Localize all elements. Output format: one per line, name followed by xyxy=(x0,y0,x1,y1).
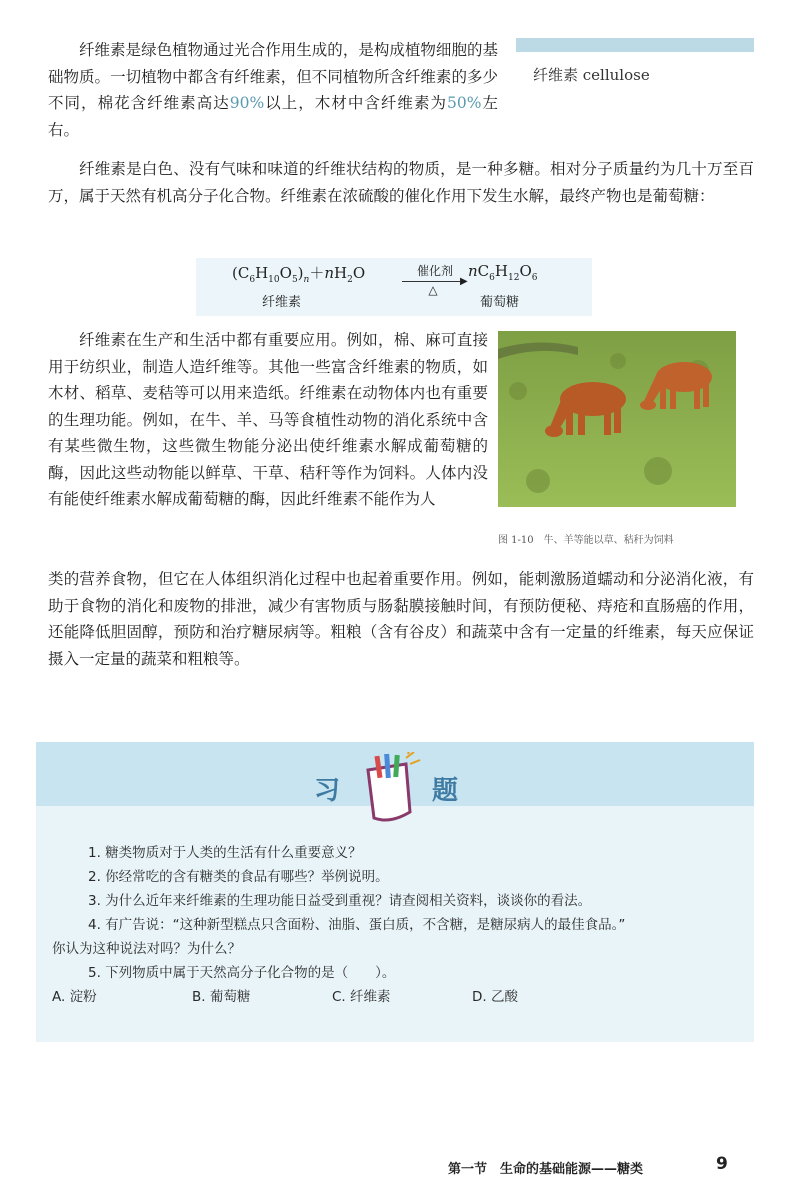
question-1: 1. 糖类物质对于人类的生活有什么重要意义？ xyxy=(88,845,362,861)
option-c: C. 纤维素 xyxy=(332,989,391,1005)
exercise-title-left: 习 xyxy=(314,776,341,806)
question-5-options xyxy=(52,985,744,1009)
grazing-cattle-image xyxy=(498,331,736,507)
hydrolysis-equation-left: $(C_6H_{10}O_5)_n+nH_2O$ xyxy=(232,264,366,285)
option-a: A. 淀粉 xyxy=(52,989,97,1005)
question-4-continued: 你认为这种说法对吗？为什么？ xyxy=(52,941,241,957)
paragraph-4: 类的营养食物，但它在人体组织消化过程中也起着重要作用。例如，能刺激肠道蠕动和分泌消化液，有助于食物的消化和废物的排泄，减少有害物质与肠黏膜接触时间，有预防便秘、痔疮和直肠癌的作用，还能降低胆固醇，预防和治疗糖尿病等。粗粮（含有谷皮）和蔬菜中含有一定量的纤维素，每天应保证摄入一定量的蔬菜和粗粮等。 xyxy=(48,570,754,668)
reaction-arrow xyxy=(400,262,470,302)
catalyst-label: 催化剂 xyxy=(416,264,453,278)
question-5: 5. 下列物质中属于天然高分子化合物的是（ ）。 xyxy=(88,965,396,981)
exercise-title-right: 题 xyxy=(432,776,459,806)
paragraph-3: 纤维素在生产和生活中都有重要应用。例如，棉、麻可直接用于纺织业，制造人造纤维等。其他一些富含纤维素的物质，如木材、稻草、麦秸等可以用来造纸。纤维素在动物体内也有重要的生理功能。例如，在牛、羊、马等食植性动物的消化系统中含有某些微生物，这些微生物能分泌出使纤维素水解成葡萄糖的酶，因此这些动物能以鲜草、干草、秸秆等作为饲料。人体内没有能使纤维素水解成葡萄糖的酶，因此纤维素不能作为人 xyxy=(48,331,488,508)
exercise-list xyxy=(52,841,744,1009)
heat-symbol: △ xyxy=(428,283,438,297)
page-number: 9 xyxy=(716,1154,728,1174)
option-b: B. 葡萄糖 xyxy=(192,989,251,1005)
cellulose-label: 纤维素 xyxy=(262,295,302,310)
question-4: 4. 有广告说：“这种新型糕点只含面粉、油脂、蛋白质，不含糖，是糖尿病人的最佳食品。” xyxy=(88,917,626,933)
cattle-photo xyxy=(498,331,736,507)
wood-percent: 50% xyxy=(447,94,482,112)
paragraph-1 xyxy=(48,37,498,143)
paragraph-2: 纤维素是白色、没有气味和味道的纤维状结构的物质，是一种多糖。相对分子质量约为几十万至百万，属于天然有机高分子化合物。纤维素在浓硫酸的催化作用下发生水解，最终产物也是葡萄糖： xyxy=(48,160,754,205)
glucose-label: 葡萄糖 xyxy=(480,295,520,310)
glossary-term: 纤维素 cellulose xyxy=(533,66,650,84)
glossary-bar xyxy=(516,38,754,52)
footer-section-title: 第一节 生命的基础能源——糖类 xyxy=(448,1162,644,1177)
figure-caption: 图 1-10 牛、羊等能以草、秸秆为饲料 xyxy=(498,535,674,546)
option-d: D. 乙酸 xyxy=(472,989,518,1005)
paragraph-1-text: 纤维素是绿色植物通过光合作用生成的，是构成植物细胞的基础物质。一切植物中都含有纤维素，但不同植物所含纤维素的多少不同，棉花含纤维素高达 xyxy=(48,41,498,112)
hydrolysis-equation-right: $nC_6H_{12}O_6$ xyxy=(468,262,538,283)
question-3: 3. 为什么近年来纤维素的生理功能日益受到重视？请查阅相关资料，谈谈你的看法。 xyxy=(88,893,592,909)
arrow-line xyxy=(402,281,464,282)
paragraph-1-mid: 以上，木材中含纤维素为 xyxy=(264,94,447,112)
pencil-cup-icon xyxy=(360,752,422,828)
arrow-head: ▶ xyxy=(460,276,468,287)
cotton-percent: 90% xyxy=(229,94,265,112)
question-2: 2. 你经常吃的含有糖类的食品有哪些？举例说明。 xyxy=(88,869,389,885)
paragraph-1-end: 左右。 xyxy=(48,94,498,139)
